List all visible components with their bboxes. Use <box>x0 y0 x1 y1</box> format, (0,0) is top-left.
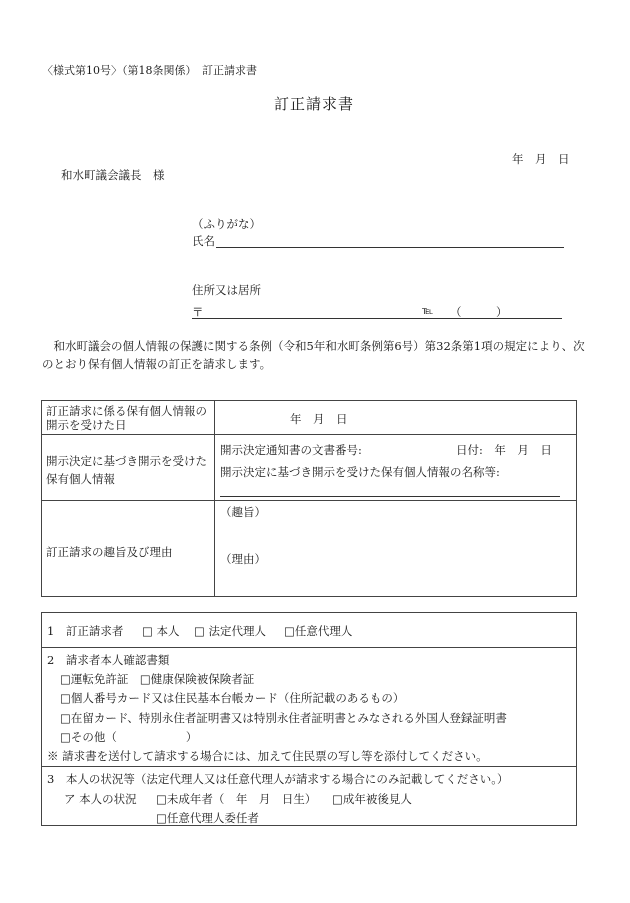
table-row-divider <box>41 647 577 648</box>
disclosure-date-value[interactable]: 年 月 日 <box>290 412 348 426</box>
tel-parens: （ ） <box>450 305 508 319</box>
checkbox-adult-ward[interactable]: □成年被後見人 <box>332 792 412 806</box>
addressee: 和水町議会議長 様 <box>61 168 165 182</box>
furigana-label: （ふりがな） <box>192 217 261 231</box>
id-documents-line2[interactable]: □個人番号カード又は住民基本台帳カード（住所記載のあるもの） <box>60 691 405 705</box>
purpose-reason-label: 訂正請求の趣旨及び理由 <box>46 545 173 559</box>
checkbox-legal-agent[interactable]: □ 法定代理人 <box>194 624 267 638</box>
table-row-divider <box>41 500 577 501</box>
postal-mark: 〒 <box>192 305 204 319</box>
page-title: 訂正請求書 <box>274 95 355 113</box>
notice-date-field[interactable]: 日付: 年 月 日 <box>456 443 552 457</box>
id-documents-line3[interactable]: □在留カード、特別永住者証明書又は特別永住者証明書とみなされる外国人登録証明書 <box>60 711 507 725</box>
info-name-line <box>220 496 560 497</box>
date-line: 年 月 日 <box>512 152 570 166</box>
intro-paragraph: 和水町議会の個人情報の保護に関する条例（令和5年和水町条例第6号）第32条第1項の規定により、次のとおり保有個人情報の訂正を請求します。 <box>42 339 585 371</box>
disclosed-info-label: 開示決定に基づき開示を受けた保有個人情報 <box>46 454 207 486</box>
name-field[interactable] <box>216 247 564 248</box>
id-documents-title: 2 請求者本人確認書類 <box>47 653 170 667</box>
address-label: 住所又は居所 <box>192 283 261 297</box>
principal-status-title: 3 本人の状況等（法定代理人又は任意代理人が請求する場合にのみ記載してください。） <box>47 772 509 786</box>
mailing-note: ※ 請求書を送付して請求する場合には、加えて住民票の写し等を添付してください。 <box>47 749 488 763</box>
checkbox-minor[interactable]: □未成年者（ 年 月 日生） <box>156 792 317 806</box>
table-divider <box>214 400 215 597</box>
checkbox-voluntary-agent[interactable]: □任意代理人 <box>284 624 353 638</box>
purpose-field[interactable]: （趣旨） <box>220 505 266 519</box>
checkbox-self[interactable]: □ 本人 <box>142 624 180 638</box>
table-row-divider <box>41 766 577 767</box>
info-name-field[interactable]: 開示決定に基づき開示を受けた保有個人情報の名称等: <box>220 465 500 479</box>
form-reference: 〈様式第10号〉（第18条関係） 訂正請求書 <box>42 64 257 77</box>
table-row-divider <box>41 434 577 435</box>
requester-label: 1 訂正請求者 <box>47 624 124 638</box>
address-field[interactable] <box>192 318 562 319</box>
id-documents-other[interactable]: □その他（ ） <box>60 730 198 744</box>
checkbox-voluntary-principal[interactable]: □任意代理人委任者 <box>156 811 259 825</box>
id-documents-line1[interactable]: □運転免許証 □健康保険被保険者証 <box>60 672 255 686</box>
reason-field[interactable]: （理由） <box>220 552 266 566</box>
name-label: 氏名 <box>192 234 215 248</box>
principal-status-label: ア 本人の状況 <box>64 792 137 806</box>
disclosure-date-label: 訂正請求に係る保有個人情報の開示を受けた日 <box>46 404 207 432</box>
doc-number-field[interactable]: 開示決定通知書の文書番号: <box>220 443 362 457</box>
tel-label: ℡ <box>422 305 434 317</box>
